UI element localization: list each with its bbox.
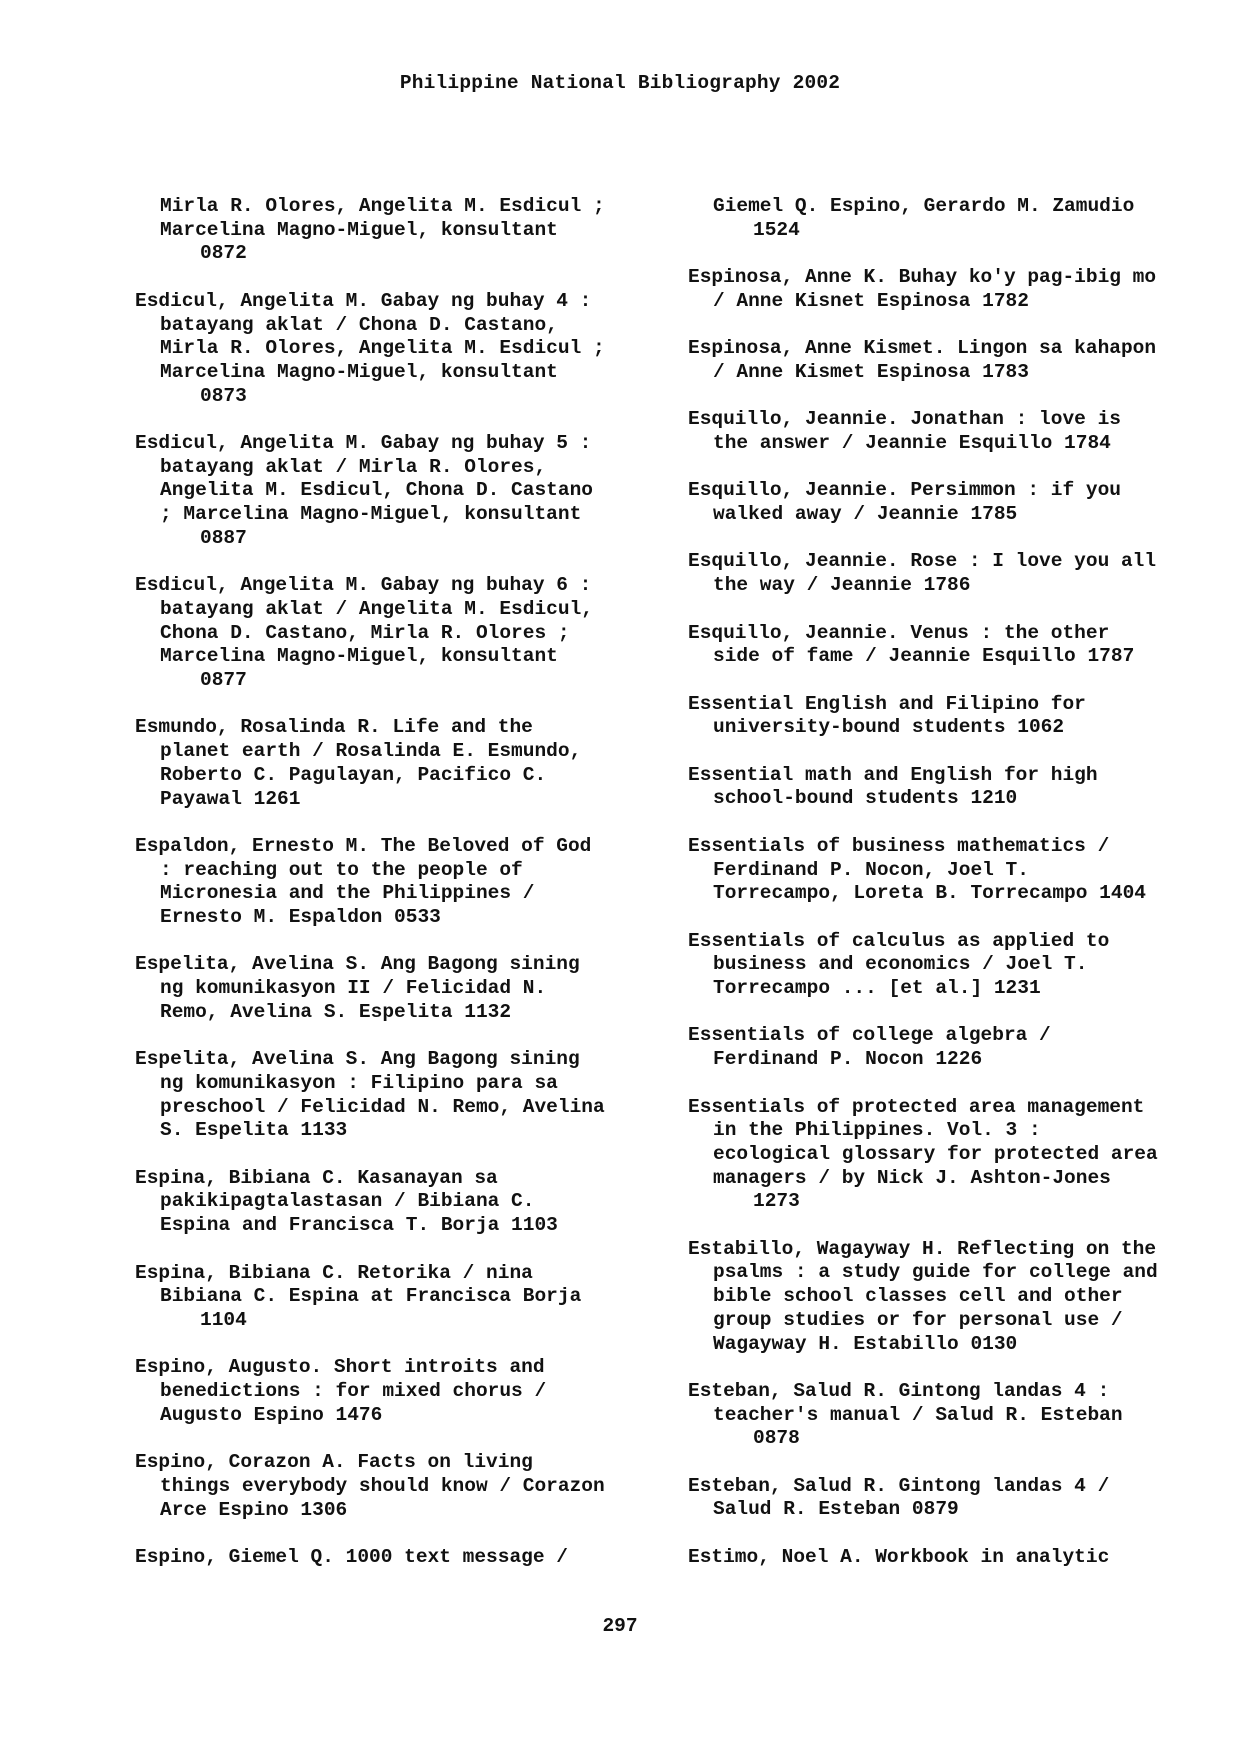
entry-continuation-line: pakikipagtalastasan / Bibiana C. <box>160 1190 535 1213</box>
entry-continuation-line: university-bound students 1062 <box>713 716 1065 739</box>
entry-continuation-line: Mirla R. Olores, Angelita M. Esdicul ; <box>160 337 605 360</box>
entry-heading-line: Espelita, Avelina S. Ang Bagong sining <box>135 953 580 976</box>
entry-continuation-line: Mirla R. Olores, Angelita M. Esdicul ; <box>160 195 605 217</box>
entry-continuation-line: Remo, Avelina S. Espelita 1132 <box>160 1000 512 1023</box>
bibliography-entry <box>135 716 655 811</box>
entry-number: 1273 <box>753 1190 800 1213</box>
bibliography-entry <box>135 432 655 551</box>
entry-heading-line: Esquillo, Jeannie. Jonathan : love is <box>688 408 1121 431</box>
bibliography-entry <box>688 764 1208 811</box>
entry-continuation-line: ng komunikasyon II / Felicidad N. <box>160 977 547 1000</box>
entry-continuation-line: S. Espelita 1133 <box>160 1119 348 1142</box>
bibliography-entry <box>688 479 1208 526</box>
running-title: Philippine National Bibliography 2002 <box>399 72 841 94</box>
entry-heading-line: Estimo, Noel A. Workbook in analytic <box>688 1545 1110 1568</box>
entry-continuation-line: school-bound students 1210 <box>713 787 1018 810</box>
bibliography-entry <box>135 1167 655 1238</box>
entry-heading-line: Espaldon, Ernesto M. The Beloved of God <box>135 834 592 857</box>
entry-continuation-line: Arce Espino 1306 <box>160 1498 348 1521</box>
entry-heading-line: Essentials of calculus as applied to <box>688 929 1110 952</box>
entry-continuation-line: business and economics / Joel T. <box>713 953 1088 976</box>
bibliography-entry <box>135 1546 655 1570</box>
entry-continuation-line: preschool / Felicidad N. Remo, Avelina <box>160 1095 605 1118</box>
right-column <box>688 195 1208 1593</box>
entry-heading-line: Espino, Augusto. Short introits and <box>135 1356 545 1379</box>
entry-continuation-line: things everybody should know / Corazon <box>160 1474 605 1497</box>
bibliography-entry <box>688 550 1208 597</box>
bibliography-entry <box>688 1380 1208 1451</box>
entry-heading-line: Esteban, Salud R. Gintong landas 4 : <box>688 1379 1110 1402</box>
bibliography-entry <box>688 1024 1208 1071</box>
entry-continuation-line: batayang aklat / Chona D. Castano, <box>160 313 558 336</box>
entry-continuation-line: group studies or for personal use / <box>713 1308 1123 1331</box>
entry-heading-line: Estabillo, Wagayway H. Reflecting on the <box>688 1237 1157 1260</box>
entry-continuation-line: Chona D. Castano, Mirla R. Olores ; <box>160 621 570 644</box>
entry-number: 1524 <box>753 218 800 241</box>
bibliography-entry <box>135 574 655 693</box>
entry-heading-line: Espelita, Avelina S. Ang Bagong sining <box>135 1048 580 1071</box>
bibliography-entry <box>135 1262 655 1333</box>
bibliography-entry <box>688 195 1208 242</box>
entry-continuation-line: bible school classes cell and other <box>713 1285 1123 1308</box>
bibliography-entry <box>688 693 1208 740</box>
entry-continuation-line: / Anne Kismet Espinosa 1783 <box>713 360 1029 383</box>
entry-continuation-line: Bibiana C. Espina at Francisca Borja <box>160 1285 582 1308</box>
entry-heading-line: Esquillo, Jeannie. Venus : the other <box>688 621 1110 644</box>
entry-continuation-line: the way / Jeannie 1786 <box>713 574 971 597</box>
entry-continuation-line: Marcelina Magno-Miguel, konsultant <box>160 218 558 241</box>
entry-number: 0878 <box>753 1427 800 1450</box>
bibliography-entry <box>135 953 655 1024</box>
entry-number: 0872 <box>200 242 247 265</box>
page-number: 297 <box>602 1615 638 1637</box>
entry-continuation-line: Ferdinand P. Nocon 1226 <box>713 1048 983 1071</box>
entry-heading-line: Espina, Bibiana C. Retorika / nina <box>135 1261 533 1284</box>
entry-heading-line: Esdicul, Angelita M. Gabay ng buhay 4 : <box>135 289 592 312</box>
entry-heading-line: Esdicul, Angelita M. Gabay ng buhay 6 : <box>135 574 592 597</box>
bibliography-entry <box>688 1238 1208 1357</box>
entry-continuation-line: the answer / Jeannie Esquillo 1784 <box>713 431 1111 454</box>
entry-heading-line: Espino, Corazon A. Facts on living <box>135 1451 533 1474</box>
entry-continuation-line: teacher's manual / Salud R. Esteban <box>713 1403 1123 1426</box>
entry-continuation-line: : reaching out to the people of <box>160 858 523 881</box>
entry-continuation-line: Giemel Q. Espino, Gerardo M. Zamudio <box>713 195 1135 217</box>
entry-heading-line: Essential English and Filipino for <box>688 692 1086 715</box>
entry-number: 0887 <box>200 526 247 549</box>
entry-heading-line: Esteban, Salud R. Gintong landas 4 / <box>688 1474 1110 1497</box>
entry-continuation-line: benedictions : for mixed chorus / <box>160 1380 547 1402</box>
bibliography-entry <box>135 1451 655 1522</box>
entry-continuation-line: side of fame / Jeannie Esquillo 1787 <box>713 645 1135 668</box>
entry-number: 0873 <box>200 384 247 407</box>
entry-continuation-line: batayang aklat / Angelita M. Esdicul, <box>160 597 593 620</box>
entry-heading-line: Essential math and English for high <box>688 763 1098 786</box>
entry-continuation-line: ecological glossary for protected area <box>713 1142 1158 1165</box>
bibliography-entry <box>135 195 655 266</box>
bibliography-entry <box>135 290 655 409</box>
entry-heading-line: Espinosa, Anne Kismet. Lingon sa kahapon <box>688 337 1157 360</box>
entry-continuation-line: psalms : a study guide for college and <box>713 1261 1158 1284</box>
entry-heading-line: Essentials of business mathematics / <box>688 834 1110 857</box>
entry-continuation-line: ng komunikasyon : Filipino para sa <box>160 1071 558 1094</box>
bibliography-entry <box>135 1048 655 1143</box>
entry-heading-line: Espinosa, Anne K. Buhay ko'y pag-ibig mo <box>688 266 1157 289</box>
entry-continuation-line: / Anne Kisnet Espinosa 1782 <box>713 289 1029 312</box>
entry-continuation-line: Micronesia and the Philippines / <box>160 882 535 905</box>
bibliography-entry <box>688 1096 1208 1215</box>
entry-heading-line: Essentials of protected area management <box>688 1095 1145 1118</box>
entry-continuation-line: Payawal 1261 <box>160 787 301 810</box>
bibliography-entry <box>688 1475 1208 1522</box>
bibliography-entry <box>688 835 1208 906</box>
entry-continuation-line: ; Marcelina Magno-Miguel, konsultant <box>160 503 582 526</box>
entry-continuation-line: Torrecampo ... [et al.] 1231 <box>713 977 1041 1000</box>
bibliography-entry <box>688 622 1208 669</box>
entry-continuation-line: batayang aklat / Mirla R. Olores, <box>160 455 547 478</box>
entry-continuation-line: planet earth / Rosalinda E. Esmundo, <box>160 740 582 763</box>
entry-heading-line: Essentials of college algebra / <box>688 1024 1051 1047</box>
entry-continuation-line: Augusto Espino 1476 <box>160 1403 383 1426</box>
entry-continuation-line: in the Philippines. Vol. 3 : <box>713 1119 1041 1142</box>
entry-continuation-line: walked away / Jeannie 1785 <box>713 503 1018 526</box>
entry-heading-line: Espina, Bibiana C. Kasanayan sa <box>135 1166 498 1189</box>
entry-continuation-line: Ernesto M. Espaldon 0533 <box>160 906 441 929</box>
left-column <box>135 195 655 1593</box>
entry-heading-line: Esmundo, Rosalinda R. Life and the <box>135 716 533 739</box>
entry-continuation-line: Wagayway H. Estabillo 0130 <box>713 1332 1018 1355</box>
entry-continuation-line: Salud R. Esteban 0879 <box>713 1498 959 1521</box>
bibliography-entry <box>688 930 1208 1001</box>
entry-continuation-line: Angelita M. Esdicul, Chona D. Castano <box>160 479 593 502</box>
entry-continuation-line: Marcelina Magno-Miguel, konsultant <box>160 645 558 668</box>
entry-continuation-line: Torrecampo, Loreta B. Torrecampo 1404 <box>713 882 1146 905</box>
entry-continuation-line: Marcelina Magno-Miguel, konsultant <box>160 360 558 383</box>
bibliography-entry <box>135 835 655 930</box>
entry-continuation-line: Roberto C. Pagulayan, Pacifico C. <box>160 763 547 786</box>
entry-heading-line: Esquillo, Jeannie. Persimmon : if you <box>688 479 1121 502</box>
entry-continuation-line: Espina and Francisca T. Borja 1103 <box>160 1214 558 1237</box>
entry-heading-line: Espino, Giemel Q. 1000 text message / <box>135 1545 568 1568</box>
entry-heading-line: Esquillo, Jeannie. Rose : I love you all <box>688 550 1157 573</box>
bibliography-entry <box>688 337 1208 384</box>
entry-continuation-line: managers / by Nick J. Ashton-Jones <box>713 1166 1111 1189</box>
bibliography-entry <box>688 408 1208 455</box>
entry-continuation-line: Ferdinand P. Nocon, Joel T. <box>713 858 1029 881</box>
entry-heading-line: Esdicul, Angelita M. Gabay ng buhay 5 : <box>135 432 592 454</box>
entry-number: 1104 <box>200 1308 247 1331</box>
entry-number: 0877 <box>200 669 247 692</box>
bibliography-entry <box>135 1356 655 1427</box>
bibliography-entry <box>688 1546 1208 1570</box>
bibliography-entry <box>688 266 1208 313</box>
